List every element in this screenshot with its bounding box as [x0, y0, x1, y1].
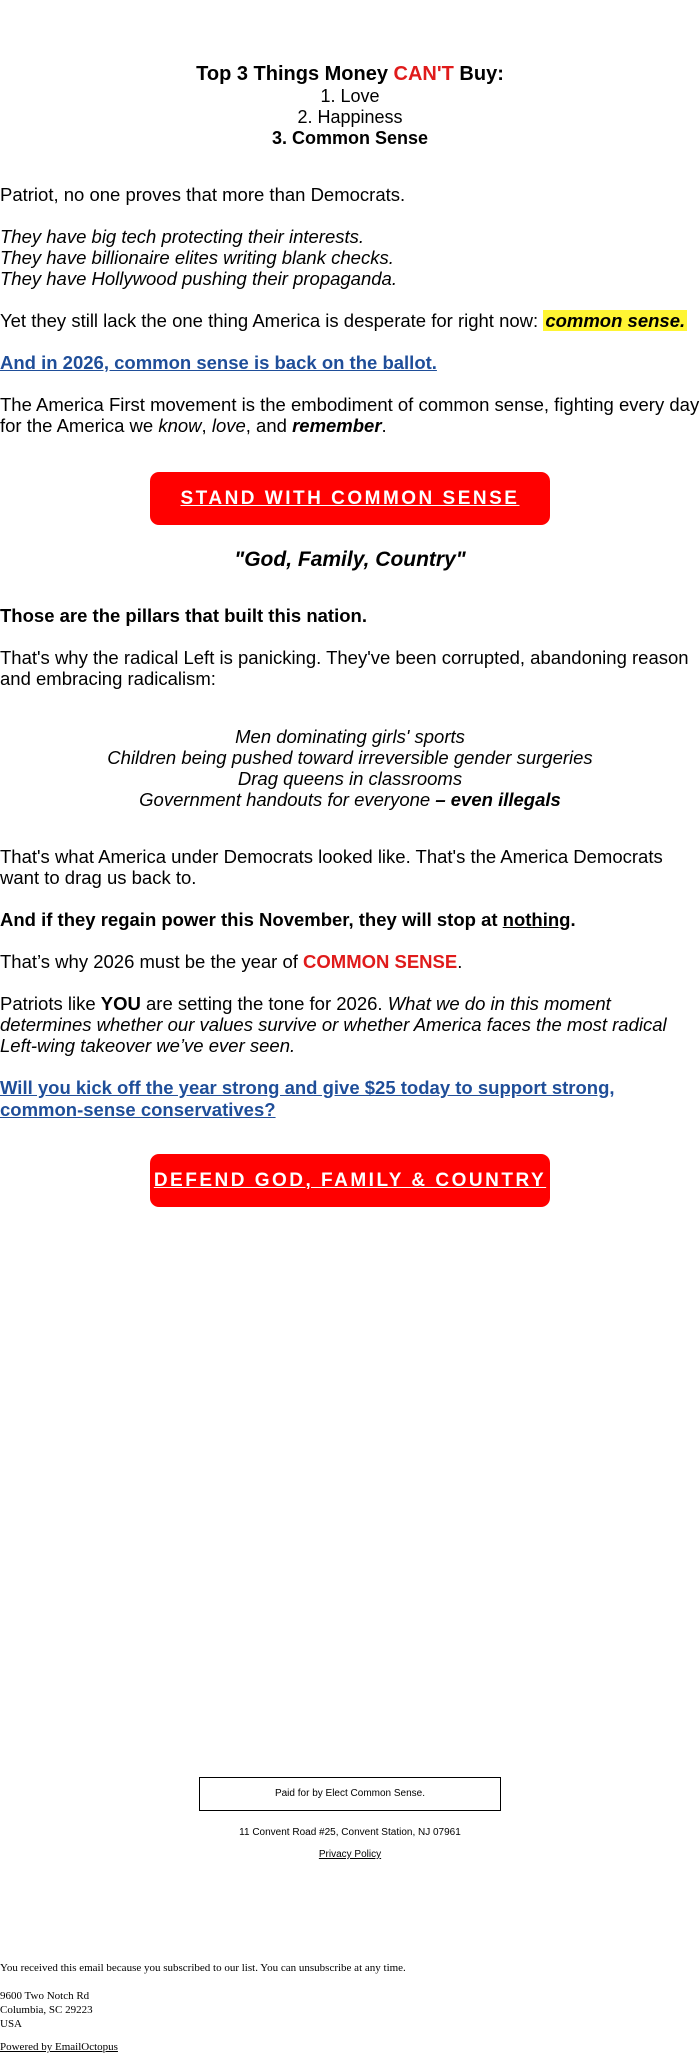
you-word: YOU [100, 993, 141, 1014]
movement-paragraph: The America First movement is the embodiment of common sense, fighting every day for the America we know, love, and remember. [0, 394, 700, 436]
received-text: You received this email because you subscribed to our list. You can unsubscribe at any time. [0, 1962, 406, 1974]
year-wrap: That’s why 2026 must be the year of COMMON SENSE. [0, 951, 463, 972]
radical-item-2: Children being pushed toward irreversible gender surgeries [107, 747, 593, 768]
movement-text: The America First movement is the embodiment of common sense, fighting every day for the America we [0, 394, 700, 436]
cta2-wrap [0, 1154, 700, 1207]
lack-text: Yet they still lack the one thing America is desperate for right now: [0, 310, 544, 331]
pillars-text: Those are the pillars that built this nation. [0, 605, 367, 626]
remember-word: remember [292, 415, 382, 436]
paid-footer [0, 1777, 700, 1811]
donate-wrap [0, 1077, 700, 1121]
regain-wrap: And if they regain power this November, they will stop at nothing. [0, 909, 576, 930]
pillars-wrap [0, 605, 700, 626]
paid-for-box: Paid for by Elect Common Sense. [199, 1777, 501, 1811]
header-item-3: 3. Common Sense [271, 128, 429, 148]
privacy-policy-link[interactable]: Privacy Policy [318, 1849, 382, 1860]
italic-list [0, 226, 700, 289]
nothing-word: nothing [502, 909, 571, 930]
radical-item-4: Government handouts for everyone – even illegals [139, 789, 561, 810]
header-item-1: 1. Love [320, 86, 380, 106]
ballot-link[interactable]: And in 2026, common sense is back on the ballot. [0, 352, 437, 373]
header-item-2: 2. Happiness [297, 107, 403, 127]
powered-wrap [0, 2040, 700, 2054]
powered-by-link[interactable]: Powered by EmailOctopus [0, 2041, 118, 2053]
year-text: That’s why 2026 must be the year of [0, 951, 304, 972]
patriots-wrap: Patriots like YOU are setting the tone for 2026. What we do in this moment determines whether our values survive or whether America faces the most radical Left-wing takeover we’ve ever seen. [0, 993, 667, 1056]
patriots-italic: What we do in this moment determines whether our values survive or whether America faces the most radical Left-wing takeover we’ve ever seen. [0, 993, 667, 1056]
header-title: Top 3 Things Money CAN'T Buy: [196, 63, 504, 85]
intro-line [0, 184, 700, 205]
america-dems-text: That's what America under Democrats looked like. That's the America Democrats want to drag us back to. [0, 846, 663, 888]
privacy-wrap [0, 1849, 700, 1861]
quote-wrap [0, 548, 700, 572]
panic-wrap [0, 647, 700, 689]
regain-text: And if they regain power this November, they will stop at [0, 909, 503, 930]
italic-line-3: They have Hollywood pushing their propaganda. [0, 268, 397, 289]
sender-address [0, 1989, 700, 2031]
radical-list [0, 726, 700, 810]
love-word: love [211, 415, 246, 436]
panic-text: That's why the radical Left is panicking. They've been corrupted, abandoning reason and embracing radicalism: [0, 647, 689, 689]
common-sense-emph: COMMON SENSE [303, 951, 458, 972]
ballot-paragraph [0, 352, 700, 374]
address-line-1: 9600 Two Notch Rd [0, 1990, 90, 2002]
email-footer [0, 1961, 700, 1975]
even-illegals: – even illegals [435, 789, 561, 810]
radical-item-3: Drag queens in classrooms [237, 768, 463, 789]
radical-item-1: Men dominating girls' sports [235, 726, 465, 747]
quote-text: "God, Family, Country" [234, 548, 466, 571]
footer-address: 11 Convent Road #25, Convent Station, NJ 07961 [239, 1827, 461, 1838]
common-sense-highlight: common sense. [545, 310, 686, 331]
header-title-emph: CAN'T [393, 63, 454, 85]
know-word: know [158, 415, 202, 436]
cta1-wrap [0, 472, 700, 525]
header-block [0, 62, 700, 149]
italic-line-1: They have big tech protecting their interests. [0, 226, 365, 247]
intro-text: Patriot, no one proves that more than Democrats. [0, 184, 406, 205]
stand-with-common-sense-button[interactable]: STAND WITH COMMON SENSE [150, 472, 550, 525]
america-dems-wrap [0, 846, 700, 888]
italic-line-2: They have billionaire elites writing blank checks. [0, 247, 394, 268]
lack-paragraph [0, 310, 700, 331]
footer-address-wrap [0, 1827, 700, 1839]
donate-link[interactable]: Will you kick off the year strong and give $25 today to support strong, common-sense conservatives? [0, 1077, 615, 1120]
address-line-2: Columbia, SC 29223 [0, 2004, 93, 2016]
defend-god-family-country-button[interactable]: DEFEND GOD, FAMILY & COUNTRY [150, 1154, 550, 1207]
address-line-3: USA [0, 2018, 23, 2030]
